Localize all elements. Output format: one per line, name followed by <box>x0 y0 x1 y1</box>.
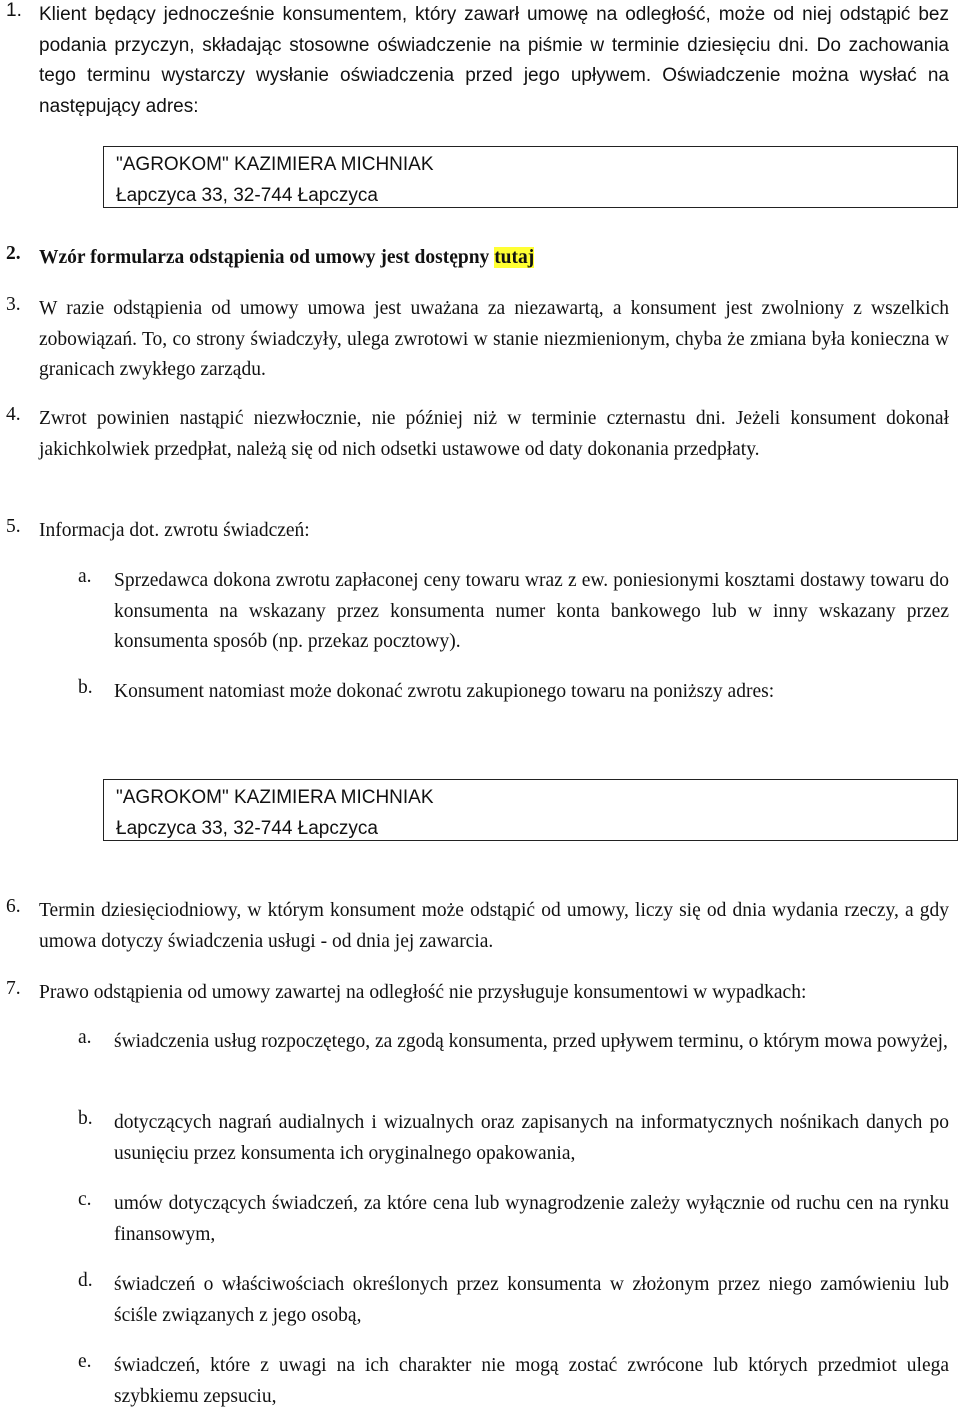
section-7a-text: świadczenia usług rozpoczętego, za zgodą konsumenta, przed upływem terminu, o którym mowa powyżej, <box>114 1031 948 1052</box>
section-7c-text: umów dotyczących świadczeń, za które cena lub wynagrodzenie zależy wyłącznie od ruchu cen na rynku finansowym, <box>114 1193 949 1245</box>
address-box-1 <box>103 146 958 208</box>
section-1-number: 1. <box>6 0 22 21</box>
section-5b-letter: b. <box>78 677 93 698</box>
section-5a-letter: a. <box>78 566 92 587</box>
section-7e-letter: e. <box>78 1351 92 1372</box>
section-7d-text: świadczeń o właściwościach określonych przez konsumenta w złożonym przez niego zamówieniu lub ściśle związanych z jego osobą, <box>114 1274 949 1326</box>
section-5-text: Informacja dot. zwrotu świadczeń: <box>39 520 310 541</box>
section-7b-text: dotyczących nagrań audialnych i wizualnych oraz zapisanych na informatycznych nośnikach danych po usunięciu przez konsumenta ich oryginalnego opakowania, <box>114 1112 949 1164</box>
section-4-number: 4. <box>6 404 21 425</box>
address-1-street: Łapczyca 33, 32-744 Łapczyca <box>116 185 378 206</box>
section-6-text: Termin dziesięciodniowy, w którym konsument może odstąpić od umowy, liczy się od dnia wydania rzeczy, a gdy umowa dotyczy świadczenia usługi - od dnia jej zawarcia. <box>39 900 949 952</box>
section-5b-text: Konsument natomiast może dokonać zwrotu zakupionego towaru na poniższy adres: <box>114 681 775 702</box>
section-7c-letter: c. <box>78 1189 92 1210</box>
section-7e-text: świadczeń, które z uwagi na ich charakter nie mogą zostać zwrócone lub których przedmiot ulega szybkiemu zepsuciu, <box>114 1355 949 1407</box>
section-7b-letter: b. <box>78 1108 93 1129</box>
section-1-text: Klient będący jednocześnie konsumentem, który zawarł umowę na odległość, może od niej odstąpić bez podania przyczyn, składając stosowne oświadczenie na piśmie w terminie dziesięciu dni. Do zachowania tego terminu wystarczy wysłanie oświadczenia przed jego upływem. Oświadczenie można wysłać na następujący adres: <box>39 4 949 117</box>
address-box-2 <box>103 779 958 841</box>
address-1-name: "AGROKOM" KAZIMIERA MICHNIAK <box>116 154 434 175</box>
section-7-number: 7. <box>6 978 21 999</box>
section-2-line <box>39 243 534 273</box>
section-7a-letter: a. <box>78 1027 92 1048</box>
section-5a-text: Sprzedawca dokona zwrotu zapłaconej ceny towaru wraz z ew. poniesionymi kosztami dostawy towaru do konsumenta na wskazany przez konsumenta numer konta bankowego lub w inny wskazany przez konsumenta sposób (np. przekaz pocztowy). <box>114 570 949 652</box>
section-3-number: 3. <box>6 294 21 315</box>
section-5-number: 5. <box>6 516 21 537</box>
form-link[interactable]: tutaj <box>494 247 535 268</box>
section-4-text: Zwrot powinien nastąpić niezwłocznie, nie później niż w terminie czternastu dni. Jeżeli konsument dokonał jakichkolwiek przedpłat, należą się od nich odsetki ustawowe od daty dokonania przedpłaty. <box>39 408 949 460</box>
section-2-text: Wzór formularza odstąpienia od umowy jest dostępny <box>39 247 490 268</box>
address-2-street: Łapczyca 33, 32-744 Łapczyca <box>116 818 378 839</box>
section-7d-letter: d. <box>78 1270 93 1291</box>
section-3-text: W razie odstąpienia od umowy umowa jest uważana za niezawartą, a konsument jest zwolniony z wszelkich zobowiązań. To, co strony świadczyły, ulega zwrotowi w stanie niezmienionym, chyba że zmiana była konieczna w granicach zwykłego zarządu. <box>39 298 949 380</box>
section-7-text: Prawo odstąpienia od umowy zawartej na odległość nie przysługuje konsumentowi w wypadkach: <box>39 982 807 1003</box>
section-6-number: 6. <box>6 896 21 917</box>
address-2-name: "AGROKOM" KAZIMIERA MICHNIAK <box>116 787 434 808</box>
section-2-number: 2. <box>6 243 21 264</box>
